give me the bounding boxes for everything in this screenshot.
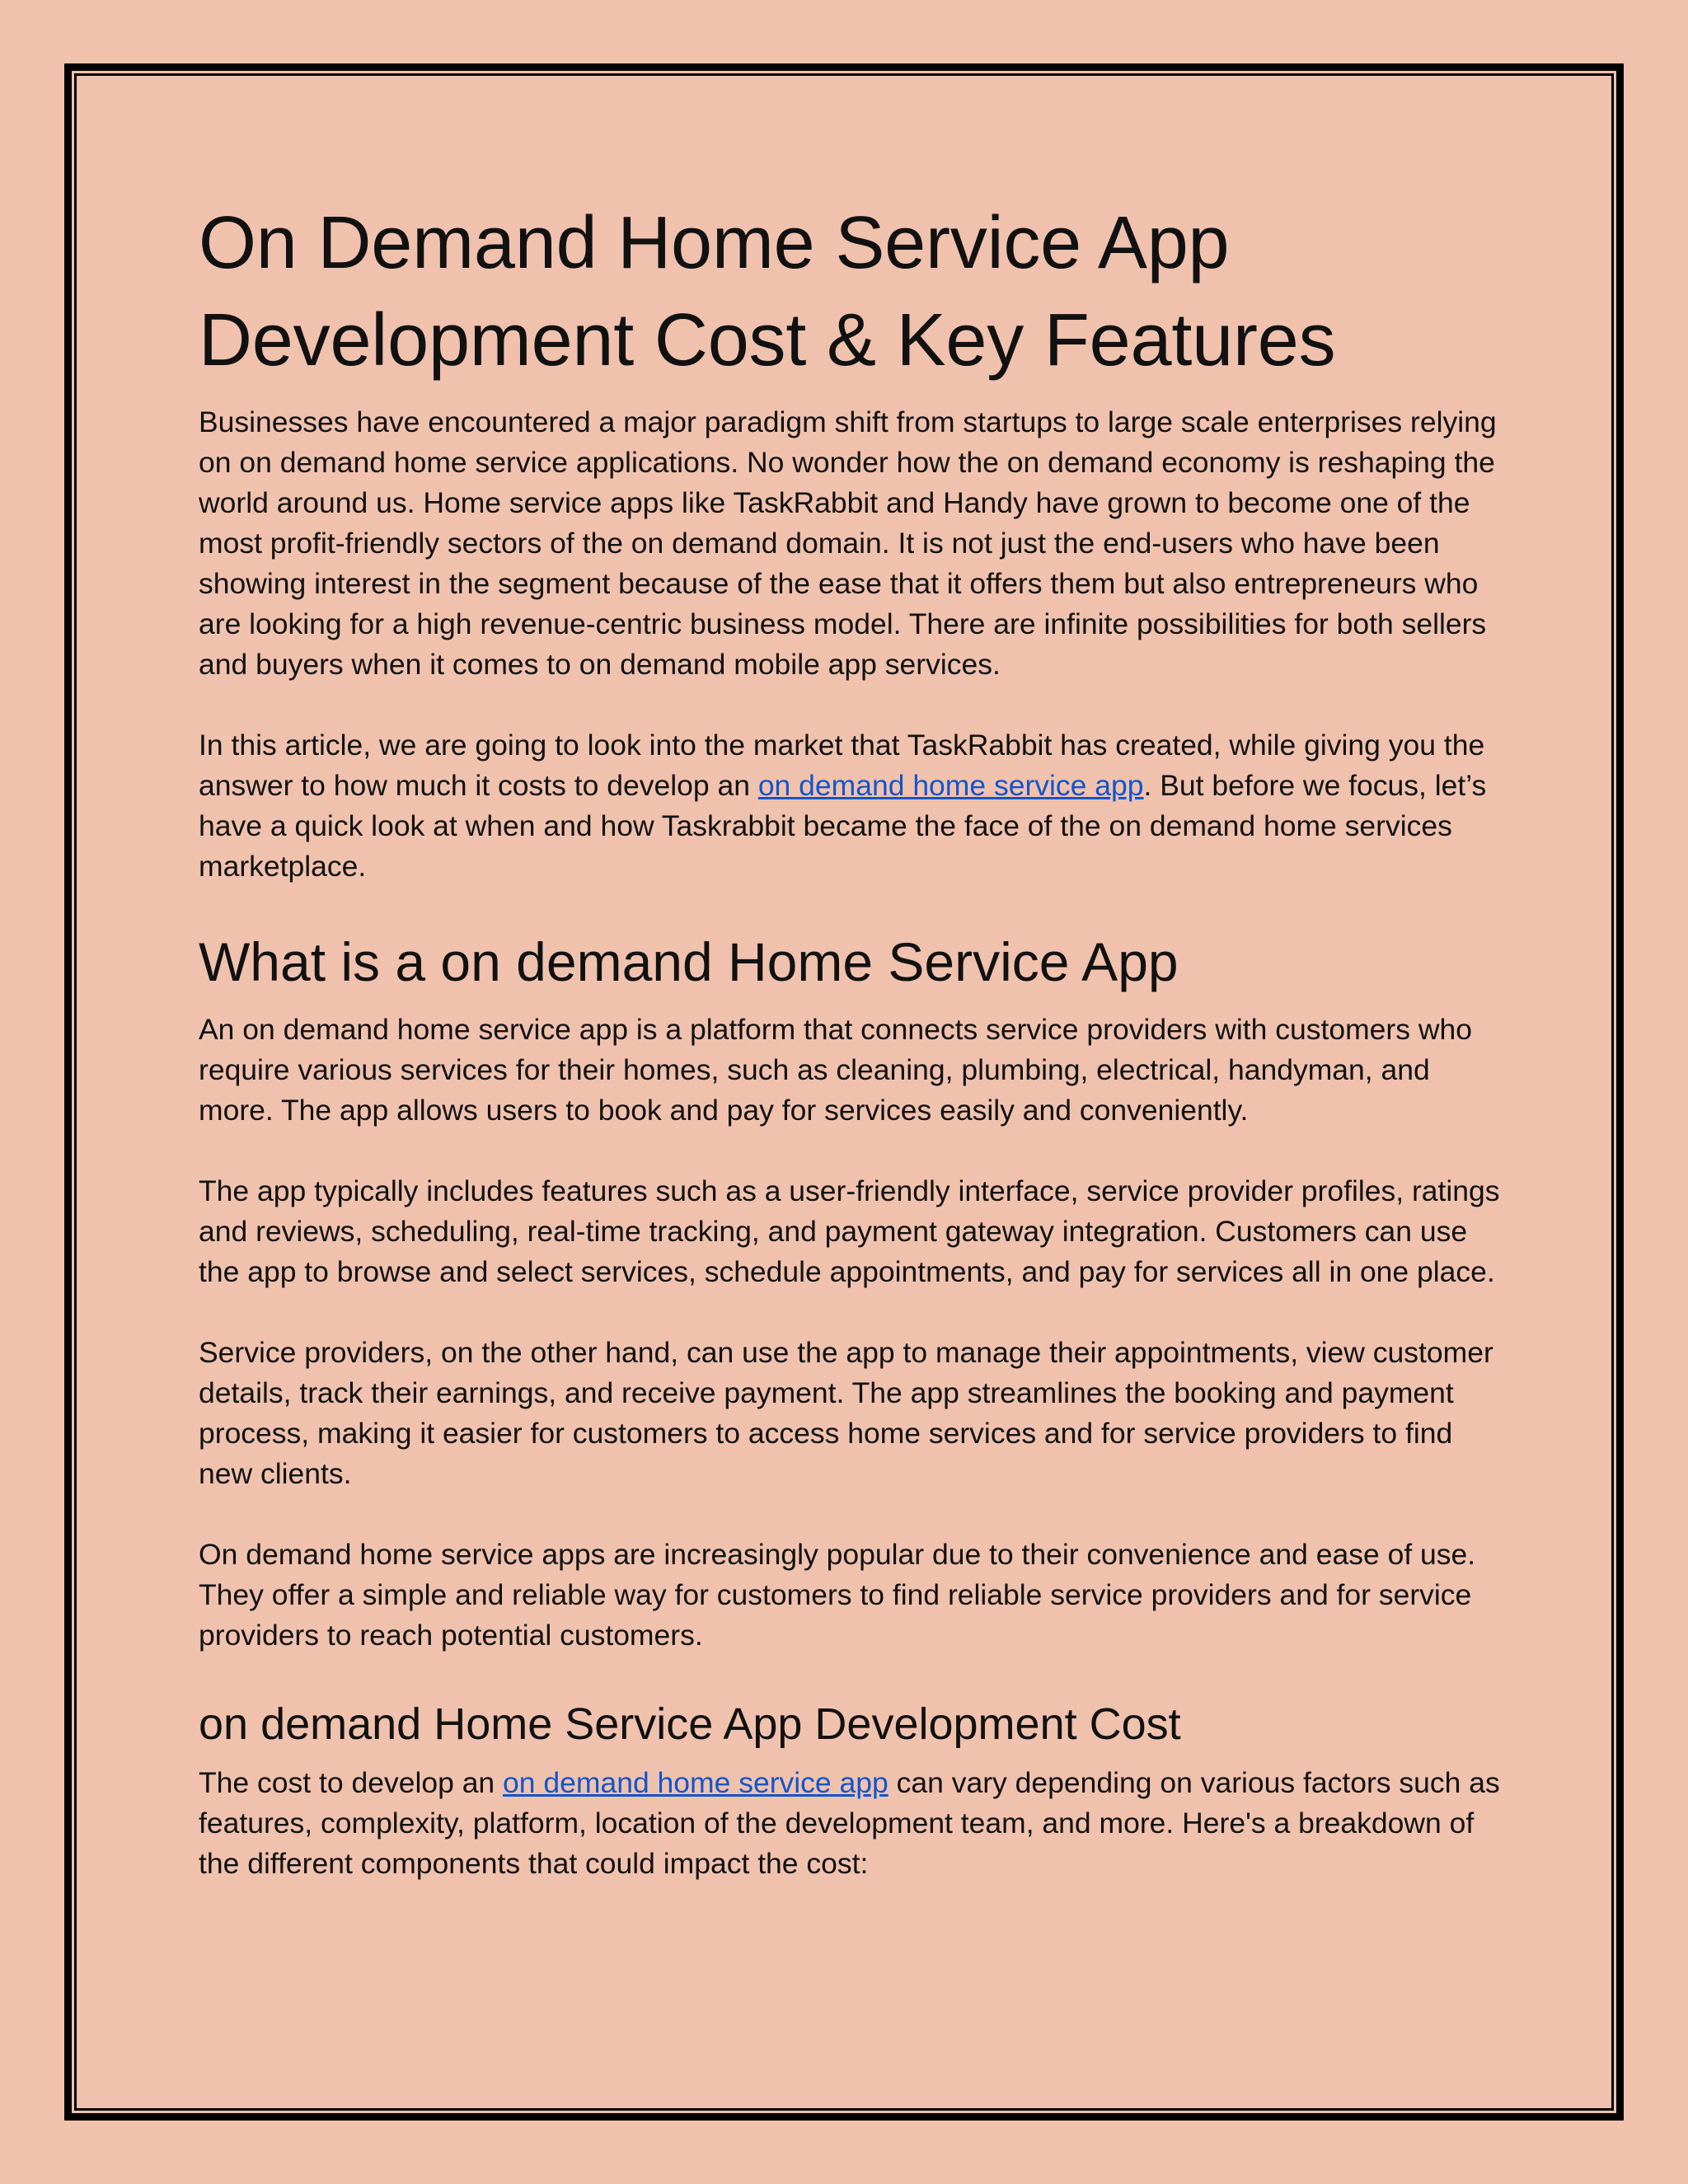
- section1-paragraph-2: The app typically includes features such as a user-friendly interface, service provider profiles, ratings and reviews, scheduling, real-time tracking, and payment gateway integration. Customers can use the app to browse and select services, schedule appointments, and pay for services all in one place.: [199, 1174, 1500, 1288]
- intro-paragraph-2: [199, 725, 1501, 887]
- intro-p2-text-before: In this article, we are going to look into the market that TaskRabbit has created, while giving you the answer to how much it costs to develop an: [199, 729, 1485, 802]
- intro-paragraph-1: Businesses have encountered a major paradigm shift from startups to large scale enterprises relying on on demand home service applications. No wonder how the on demand economy is reshaping the world around us. Home service apps like TaskRabbit and Handy have grown to become one of the most profit-friendly sectors of the on demand domain. It is not just the end-users who have been showing interest in the segment because of the ease that it offers them but also entrepreneurs who are looking for a high revenue-centric business model. There are infinite possibilities for both sellers and buyers when it comes to on demand mobile app services.: [199, 405, 1497, 681]
- section1-paragraph-4: On demand home service apps are increasingly popular due to their convenience and ease of use. They offer a simple and reliable way for customers to find reliable service providers and for service providers to reach potential customers.: [199, 1538, 1476, 1652]
- cost-text-before: The cost to develop an: [199, 1766, 504, 1799]
- article-title: On Demand Home Service App Development Cost & Key Features: [199, 202, 1336, 382]
- home-service-app-link[interactable]: on demand home service app: [757, 769, 1144, 802]
- home-service-app-link-2[interactable]: on demand home service app: [503, 1766, 889, 1799]
- intro-p2-text-after: . But before we focus, let’s have a quick look at when and how Taskrabbit became the face of the on demand home services marketplace.: [199, 769, 1487, 883]
- section2-paragraph-1: [199, 1763, 1501, 1884]
- cost-text-after: can vary depending on various factors such as features, complexity, platform, location of the development team, and more. Here's a breakdown of the different components that could impact the cost:: [199, 1766, 1500, 1880]
- article-body: [199, 194, 1501, 1924]
- section-heading-cost: on demand Home Service App Development Cost: [199, 1699, 1181, 1749]
- section1-paragraph-1: An on demand home service app is a platform that connects service providers with customers who require various services for their homes, such as cleaning, plumbing, electrical, handyman, and more. The app allows users to book and pay for services easily and conveniently.: [199, 1013, 1472, 1127]
- section-heading-what-is: What is a on demand Home Service App: [199, 931, 1179, 992]
- section1-paragraph-3: Service providers, on the other hand, can use the app to manage their appointments, view customer details, track their earnings, and receive payment. The app streamlines the booking and payment process, making it easier for customers to access home services and for service providers to find new clients.: [199, 1336, 1493, 1490]
